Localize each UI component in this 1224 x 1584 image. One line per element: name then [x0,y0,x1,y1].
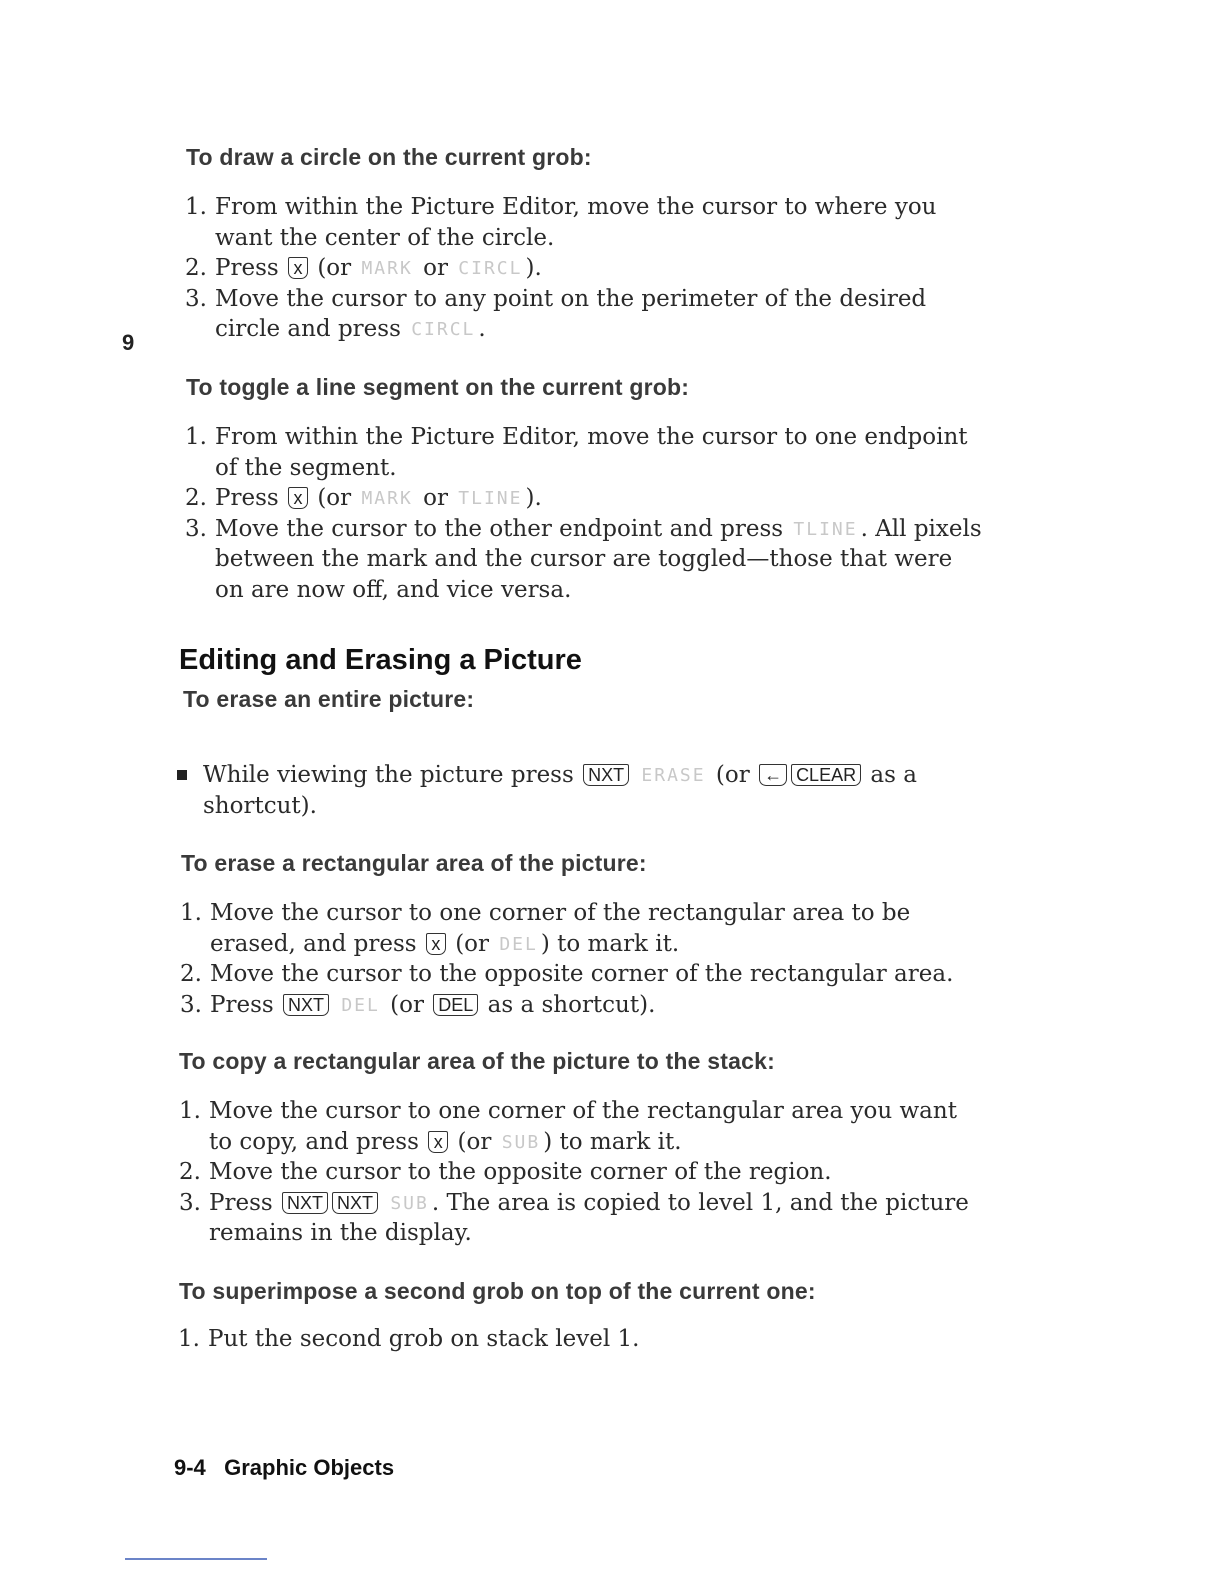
chapter-tab-number: 9 [122,330,135,355]
del-softkey: DEL [499,933,538,955]
step-item [180,990,980,1021]
step-number: 2. [185,255,207,281]
mark-softkey: MARK [361,488,413,509]
step-item [185,422,985,483]
step-item [185,483,985,514]
step-text: While viewing the picture press [203,762,574,788]
step-number: 2. [180,961,202,987]
nxt-key: NXT [282,1192,328,1214]
step-text: (or [455,930,490,957]
step-number: 2. [179,1159,201,1185]
section-heading: To draw a circle on the current grob: [186,144,592,170]
sub-softkey: SUB [390,1192,429,1214]
step-number: 1. [180,900,202,926]
superimpose-steps [178,1324,978,1355]
section-heading: To erase an entire picture: [183,686,475,712]
step-item [179,1157,979,1188]
step-number: 3. [185,285,207,312]
sub-softkey: SUB [501,1131,541,1153]
section-draw-circle [186,144,592,171]
step-number: 3. [180,991,202,1018]
multiply-key: x [426,933,446,955]
step-text: From within the Picture Editor, move the cursor to one endpoint of the segment. [215,424,968,481]
step-text: (or [715,762,750,788]
multiply-key: x [288,487,308,509]
step-text: Press [215,255,279,281]
step-text: . The area is copied to level 1, and the picture remains in the display. [209,1189,969,1246]
main-heading: Editing and Erasing a Picture [179,644,582,676]
step-item [180,959,980,990]
step-text: Move the cursor to the opposite corner of the region. [209,1159,832,1185]
del-key: DEL [433,994,478,1016]
erase-entire-list [203,760,973,821]
step-text: Move the cursor to one corner of the rectangular area you want to copy, and press [209,1098,957,1155]
step-text: Press [210,991,274,1018]
bullet-item [203,760,973,821]
clear-key: CLEAR [791,764,861,786]
nxt-key: NXT [283,994,329,1016]
step-number: 1. [185,194,207,220]
nxt-key: NXT [332,1192,378,1214]
step-number: 1. [185,424,207,450]
tline-softkey: TLINE [458,488,523,509]
mark-softkey: MARK [361,258,413,279]
multiply-key: x [428,1131,448,1153]
erase-softkey: ERASE [641,765,706,786]
step-text: . [478,316,486,342]
step-item [185,514,985,606]
footer-rule [125,1558,267,1560]
section-erase-entire [183,686,474,713]
left-shift-key: ← [759,764,787,786]
step-item [185,253,985,284]
step-text: as a shortcut). [487,991,656,1018]
step-text: Press [209,1189,273,1216]
step-item [180,898,980,959]
step-item [179,1188,979,1249]
step-number: 3. [185,515,207,542]
step-text: (or [317,255,352,281]
step-text: as a shortcut). [203,762,917,819]
erase-rect-steps [180,898,980,1020]
step-number: 1. [179,1098,201,1124]
step-text: ) to mark it. [543,1128,682,1155]
tline-softkey: TLINE [793,518,858,540]
del-softkey: DEL [341,994,380,1016]
step-text: or [423,485,448,511]
step-text: (or [390,991,424,1018]
step-item [185,192,985,253]
step-text: Put the second grob on stack level 1. [208,1326,640,1352]
page-footer: 9-4 Graphic Objects [174,1455,395,1480]
section-heading: To copy a rectangular area of the picture to the stack: [179,1048,775,1074]
step-item [179,1096,979,1157]
copy-rect-steps [179,1096,979,1249]
step-text: (or [317,485,352,511]
section-copy-rect [179,1048,775,1075]
step-text: or [423,255,448,281]
step-number: 2. [185,485,207,511]
step-number: 1. [178,1326,200,1352]
line-steps [185,422,985,605]
step-text: Move the cursor to one corner of the rectangular area to be erased, and press [210,900,911,957]
bullet-square [177,770,187,780]
step-text: From within the Picture Editor, move the cursor to where you want the center of the circle. [215,194,937,251]
circle-steps [185,192,985,345]
step-text: ). [525,485,542,511]
nxt-key: NXT [583,764,629,786]
step-text: Move the cursor to the other endpoint and press [215,515,784,542]
section-heading: To toggle a line segment on the current grob: [186,374,690,400]
circl-softkey: CIRCL [411,319,476,340]
circl-softkey: CIRCL [458,258,523,279]
step-number: 3. [179,1189,201,1216]
step-text: Move the cursor to the opposite corner of the rectangular area. [210,961,954,987]
step-item [185,284,985,345]
section-heading: To superimpose a second grob on top of the current one: [179,1278,816,1304]
step-text: ) to mark it. [540,930,680,957]
step-item [178,1324,978,1355]
section-erase-rect [181,850,647,877]
multiply-key: x [288,257,308,279]
section-superimpose [179,1278,816,1305]
step-text: (or [457,1128,492,1155]
step-text: Move the cursor to any point on the perimeter of the desired circle and press [215,285,927,342]
section-toggle-line [186,374,689,401]
step-text: Press [215,485,279,511]
step-text: . All pixels between the mark and the cursor are toggled—those that were on are now off, and vice versa. [215,515,982,603]
section-heading: To erase a rectangular area of the picture: [181,850,647,876]
step-text: ). [525,255,542,281]
